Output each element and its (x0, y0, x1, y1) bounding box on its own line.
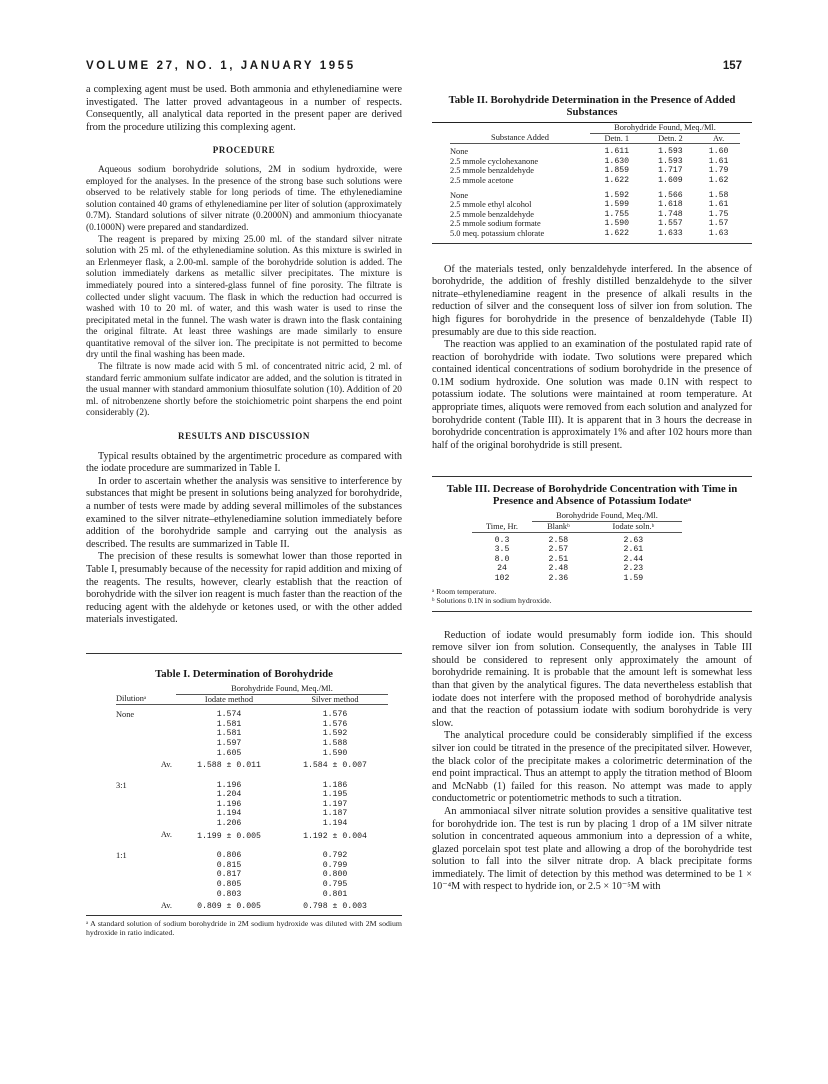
table2-substance-cell: 2.5 mmole benzaldehyde (450, 166, 534, 176)
table2-av-cell: 1.57 (708, 219, 729, 229)
table1-av-label: Av. (160, 900, 172, 910)
table1-silver-cell: 1.187 (322, 809, 348, 819)
table1-dilution-cell: 3:1 (116, 780, 127, 790)
table1-dilution-cell (116, 861, 176, 871)
table1-silver-cell: 1.576 (322, 710, 348, 720)
right-column (432, 94, 752, 894)
results-heading: RESULTS AND DISCUSSION (178, 431, 310, 442)
table2-detn1-cell: 1.622 (604, 175, 630, 185)
table1-row (116, 790, 388, 800)
table1-dilution-cell (116, 720, 176, 730)
table2-row (450, 191, 740, 201)
table1-iodate-cell: 0.805 (216, 880, 242, 890)
table1-silver-cell: 1.195 (322, 790, 348, 800)
table3-group-header: Borohydride Found, Meq./Ml. (532, 511, 682, 521)
table1-av-iodate: 0.809 ± 0.005 (197, 902, 261, 912)
table2-av-cell: 1.75 (708, 209, 729, 219)
table1-row (116, 710, 388, 720)
table3-row (472, 545, 682, 555)
discussion-paragraph-1: Of the materials tested, only benzaldehyde interfered. In the absence of borohydride, the addition of freshly distilled benzaldehyde to the silver nitrate–ethylenediamine reagent in the presence of alkali results in the reduction of silver and the consequent loss of silver ion from solution. The high figures for borohydride in the presence of benzaldehyde (Table II) presumably are due to this side reaction. (432, 263, 752, 338)
table2-detn1-cell: 1.592 (604, 190, 630, 200)
table3-blank-cell: 2.48 (548, 564, 569, 574)
table1-silver-cell: 0.792 (322, 851, 348, 861)
table1-dilution-cell (116, 819, 176, 829)
table1-iodate-cell: 1.605 (216, 748, 242, 758)
table1-spacer (116, 771, 388, 781)
table2-detn1-cell: 1.622 (604, 228, 630, 238)
table1-silver-cell: 1.197 (322, 799, 348, 809)
table1-silver-cell: 1.194 (322, 819, 348, 829)
table2-row (450, 166, 740, 176)
table1-row (116, 870, 388, 880)
table2-detn2-cell: 1.566 (658, 190, 683, 200)
table1-dilution-cell (116, 870, 176, 880)
table1-average-row (116, 758, 388, 771)
table1-iodate-cell: 0.815 (216, 860, 242, 870)
table3-row (472, 555, 682, 565)
table1-iodate-cell: 0.817 (216, 870, 242, 880)
table3 (472, 511, 682, 583)
table3-row (472, 536, 682, 546)
table1-silver-cell: 1.588 (322, 738, 348, 748)
table1-av-silver: 1.584 ± 0.007 (303, 761, 367, 771)
table1-av-label: Av. (160, 759, 172, 769)
table2-row (450, 210, 740, 220)
table3-row (472, 564, 682, 574)
table1-dilution-cell (116, 739, 176, 749)
discussion-paragraph-3: Reduction of iodate would presumably form iodide ion. This should remove silver ion from solution. Consequently, the analyses in Table III should be considered to represent only approximately the amount of borohydride remaining. It is probable that the amount left is somewhat less than that given by the analytical figures. The data nevertheless establish that iodate does not interfere with the proposed method of borohydride analysis and that the reaction of potassium iodate with sodium borohydride is very slow. (432, 629, 752, 729)
table3-time-cell: 3.5 (494, 545, 510, 555)
table1-iodate-cell: 1.204 (216, 790, 242, 800)
table1-row (116, 880, 388, 890)
table1-silver-cell: 0.800 (322, 870, 348, 880)
table2-row (450, 147, 740, 157)
table1-iodate-cell: 1.581 (216, 729, 242, 739)
table2-substance-cell: 2.5 mmole ethyl alcohol (450, 200, 532, 210)
table3-col-iodate: Iodate soln.ᵇ (612, 522, 655, 532)
table3-col-time: Time, Hr. (485, 521, 519, 531)
table1-av-label: Av. (160, 830, 172, 840)
table3-iodate-cell: 2.63 (623, 535, 644, 545)
intro-paragraph: a complexing agent must be used. Both ammonia and ethylenediamine were investigated. The latter proved advantageous in a number of respects. Consequently, all analytical data reported in the present paper are derived from the procedure utilizing this complexing agent. (86, 84, 402, 133)
results-paragraph-2: In order to ascertain whether the analysis was sensitive to interference by substances that might be present in solutions being analyzed for borohydride, a number of tests were made by adding several millimoles of the substances examined to the silver nitrate–ethylenediamine solution immediately before addition of the borohydride sample and carrying out the analysis as described. The results are summarized in Table II. (86, 475, 402, 550)
table1-silver-cell: 1.576 (322, 719, 348, 729)
table1-silver-cell: 1.186 (322, 780, 348, 790)
table2-col-av: Av. (713, 133, 725, 143)
procedure-paragraph-3: The filtrate is now made acid with 5 ml. of concentrated nitric acid, 2 ml. of standard ferric ammonium sulfate indicator are added, and the solution is titrated in the usual manner with standard ammonium thiosulfate solution (10). Addition of 20 ml. of nitrobenzene shortly before the stoichiometric point sharpens the end point considerably (2). (86, 362, 402, 419)
table3-row (472, 574, 682, 584)
table1-iodate-cell: 1.194 (216, 809, 242, 819)
table2-row (450, 219, 740, 229)
table3-iodate-cell: 1.59 (623, 574, 644, 583)
table1-silver-cell: 1.592 (322, 729, 348, 739)
table1-iodate-cell: 1.196 (216, 799, 242, 809)
table1-silver-cell: 0.801 (322, 889, 348, 899)
table1-av-silver: 1.192 ± 0.004 (303, 831, 367, 841)
table1-av-iodate: 1.588 ± 0.011 (197, 761, 261, 771)
table2-av-cell: 1.60 (708, 147, 729, 157)
table1-col-silver: Silver method (311, 694, 359, 704)
table2-detn2-cell: 1.618 (658, 200, 683, 210)
table1-iodate-cell: 0.803 (216, 889, 242, 899)
table1-silver-cell: 1.590 (322, 748, 348, 758)
table2 (450, 123, 740, 239)
table1-row (116, 809, 388, 819)
table3-iodate-cell: 2.44 (623, 554, 644, 564)
table1-row (116, 781, 388, 791)
table1-spacer (116, 841, 388, 851)
table1-average-row (116, 829, 388, 842)
table3-footnote-a: ᵃ Room temperature. (432, 586, 497, 596)
table1-dilution-cell: 1:1 (116, 851, 127, 861)
table3-col-blank: Blankᵇ (547, 522, 570, 532)
table1-av-iodate: 1.199 ± 0.005 (197, 831, 261, 841)
table1-row (116, 861, 388, 871)
discussion-paragraph-4: The analytical procedure could be considerably simplified if the excess silver ion could be titrated in the presence of the precipitated silver. However, the black color of the precipitate makes a colorimetric determination of the end point impractical. Thus an attempt to apply the titration method of Bloom and McNabb (1) failed for this reason. No attempt was made to apply conductometric or potentiometric methods to such a titration. (432, 730, 752, 805)
table2-row (450, 200, 740, 210)
table1-row (116, 739, 388, 749)
table2-av-cell: 1.58 (708, 190, 729, 200)
table1-iodate-cell: 1.581 (216, 719, 242, 729)
table2-row (450, 229, 740, 239)
discussion-paragraph-2: The reaction was applied to an examination of the postulated rapid rate of reaction of borohydride with iodate. Two solutions were prepared which contained identical concentrations of sodium borohydride in the presence of 0.1M sodium hydroxide. One solution was made 0.1N with respect to potassium iodate. The solutions were maintained at room temperature. At appropriate times, aliquots were removed from each solution and analyzed for borohydride content (Table III). It is apparent that in 3 hours the decrease in borohydride concentration is approximately 1% and after 102 hours more than half of the original borohydride is still present. (432, 339, 752, 451)
table2-av-cell: 1.62 (708, 175, 729, 185)
table1-dilution-cell (116, 809, 176, 819)
table2-group-header: Borohydride Found, Meq./Ml. (590, 123, 740, 133)
table1-title: Table I. Determination of Borohydride (155, 667, 333, 680)
table1-dilution-cell (116, 800, 176, 810)
table1-iodate-cell: 1.574 (216, 710, 242, 720)
journal-issue: VOLUME 27, NO. 1, JANUARY 1955 (86, 60, 356, 72)
table1-row (116, 890, 388, 900)
table2-detn1-cell: 1.599 (604, 200, 630, 210)
table1-iodate-cell: 1.206 (216, 819, 242, 829)
table1-iodate-cell: 1.196 (216, 780, 242, 790)
table1-dilution-cell (116, 890, 176, 900)
table2-substance-cell: 2.5 mmole cyclohexanone (450, 156, 539, 166)
table1-row (116, 851, 388, 861)
table2-av-cell: 1.61 (708, 156, 729, 166)
table2-detn2-cell: 1.633 (658, 228, 683, 238)
table2-title: Table II. Borohydride Determination in the Presence of Added Substances (448, 94, 736, 118)
procedure-heading: PROCEDURE (212, 145, 276, 156)
results-paragraph-3: The precision of these results is somewhat lower than those reported in Table I, presumably because of the necessity for rapid addition and mixing of the reagents. The results, however, clearly establish that the reaction of borohydride with the silver ion reagent is much faster than the reaction of the reducing agent with the aldehyde or ketones used, or with the other added materials investigated. (86, 551, 402, 626)
table3-iodate-cell: 2.23 (623, 564, 644, 574)
table2-av-cell: 1.79 (708, 166, 729, 176)
table2-av-cell: 1.61 (708, 200, 729, 210)
table3-blank-cell: 2.58 (548, 535, 569, 545)
table2-detn2-cell: 1.557 (658, 219, 683, 229)
table2-detn2-cell: 1.609 (658, 175, 683, 185)
table3-blank-cell: 2.36 (548, 574, 569, 583)
table2-detn2-cell: 1.593 (658, 147, 683, 157)
table2-detn1-cell: 1.859 (604, 166, 630, 176)
table3-footnote-b: ᵇ Solutions 0.1N in sodium hydroxide. (432, 595, 552, 605)
table2-detn2-cell: 1.593 (658, 156, 683, 166)
table3-time-cell: 8.0 (494, 554, 510, 564)
table2-substance-cell: 2.5 mmole acetone (450, 175, 514, 185)
table1-dilution-cell (116, 790, 176, 800)
table1-iodate-cell: 0.806 (216, 851, 242, 861)
table1-row (116, 749, 388, 759)
table3-time-cell: 24 (497, 564, 507, 574)
table2-detn1-cell: 1.755 (604, 209, 630, 219)
table2-col-detn2: Detn. 2 (658, 133, 683, 143)
discussion-paragraph-5: An ammoniacal silver nitrate solution provides a sensitive qualitative test for borohydride ion. The test is run by placing 1 drop of a 1M silver nitrate solution in concentrated aqueous ammonium into a depression of a white, glazed porcelain spot test plate and allowing a drop of the borohydride test solution to fall into the silver nitrate drop. A black precipitate forms immediately. The limit of detection by this method was determined to be 1 × 10⁻⁴M with respect to hydride ion, or 2.5 × 10⁻⁵M with (432, 805, 752, 893)
page-number: 157 (722, 60, 742, 72)
table3-time-cell: 102 (494, 574, 510, 583)
table1-silver-cell: 0.795 (322, 880, 348, 890)
table2-substance-cell: None (450, 147, 469, 157)
table1-footnote: ᵃ A standard solution of sodium borohydride in 2M sodium hydroxide was diluted with 2M sodium hydroxide in ratio indicated. (86, 918, 402, 937)
table3-title: Table III. Decrease of Borohydride Concentration with Time in Presence and Absence of Potassium Iodateᵃ (446, 483, 738, 508)
table2-col-substance: Substance Added (491, 133, 549, 143)
table1-row (116, 800, 388, 810)
table1 (116, 684, 388, 912)
table1-bottom-rule (86, 915, 402, 916)
table3-iodate-cell: 2.61 (623, 545, 644, 555)
table2-detn2-cell: 1.717 (658, 166, 683, 176)
table1-dilution-cell (116, 729, 176, 739)
table2-row (450, 157, 740, 167)
table1-group-header: Borohydride Found, Meq./Ml. (176, 684, 388, 694)
table1-silver-cell: 0.799 (322, 860, 348, 870)
table2-detn1-cell: 1.611 (604, 147, 630, 157)
procedure-paragraph-2: The reagent is prepared by mixing 25.00 ml. of the standard silver nitrate solution with 25 ml. of the ethylenediamine solution. As this mixture is swirled in an Erlenmeyer flask, a 2.00-ml. sample of the borohydride solution is added. The solution immediately darkens as metallic silver precipitates. The mixture is immediately poured into a sintered-glass funnel of fine porosity. The filtrate is collected under slight vacuum. The flask in which the reduction had occurred is washed with 10 to 20 ml. of water, and this wash water is used to rinse the precipitated metal in the funnel. The wash water is drawn into the flask containing the original filtrate. At least three washings are made similarly to ensure quantitative removal of the silver ion. The precipitate is not permitted to become dry until the final washing has been made. (86, 234, 402, 361)
table1-col-iodate: Iodate method (204, 694, 254, 704)
table2-detn2-cell: 1.748 (658, 209, 683, 219)
table2-substance-cell: None (450, 190, 469, 200)
table1-dilution-cell: None (116, 710, 135, 720)
table2-detn1-cell: 1.590 (604, 219, 630, 229)
table1-row (116, 729, 388, 739)
table1-dilution-cell (116, 749, 176, 759)
table3-blank-cell: 2.57 (548, 545, 569, 555)
table1-row (116, 819, 388, 829)
table2-detn1-cell: 1.630 (604, 156, 630, 166)
left-column (86, 84, 402, 937)
table2-col-detn1: Detn. 1 (604, 133, 630, 143)
table1-iodate-cell: 1.597 (216, 738, 242, 748)
results-paragraph-1: Typical results obtained by the argentimetric procedure as compared with the iodate procedure are summarized in Table I. (86, 450, 402, 475)
table2-substance-cell: 2.5 mmole sodium formate (450, 219, 541, 229)
table3-time-cell: 0.3 (494, 535, 510, 545)
procedure-paragraph-1: Aqueous sodium borohydride solutions, 2M in sodium hydroxide, were employed for the analyses. In the presence of the strong base such solutions were observed to be relatively stable for long periods of time. The ethylenediamine solution contained 40 grams of ethylenediamine per liter of solution (approximately 0.7M). Standard solutions of silver nitrate (0.2000N) and ammonium thiocyanate (0.1000N) were prepared and standardized. (86, 164, 402, 233)
table1-av-silver: 0.798 ± 0.003 (303, 902, 367, 912)
table2-substance-cell: 5.0 meq. potassium chlorate (450, 228, 545, 238)
table2-row (450, 176, 740, 186)
table1-row (116, 720, 388, 730)
running-header (86, 60, 742, 80)
table1-dilution-cell (116, 880, 176, 890)
table2-substance-cell: 2.5 mmole benzaldehyde (450, 209, 534, 219)
table1-average-row (116, 899, 388, 912)
table1-col-dilution: Dilutionᵃ (116, 694, 147, 704)
table3-blank-cell: 2.51 (548, 554, 569, 564)
table2-av-cell: 1.63 (708, 228, 729, 238)
